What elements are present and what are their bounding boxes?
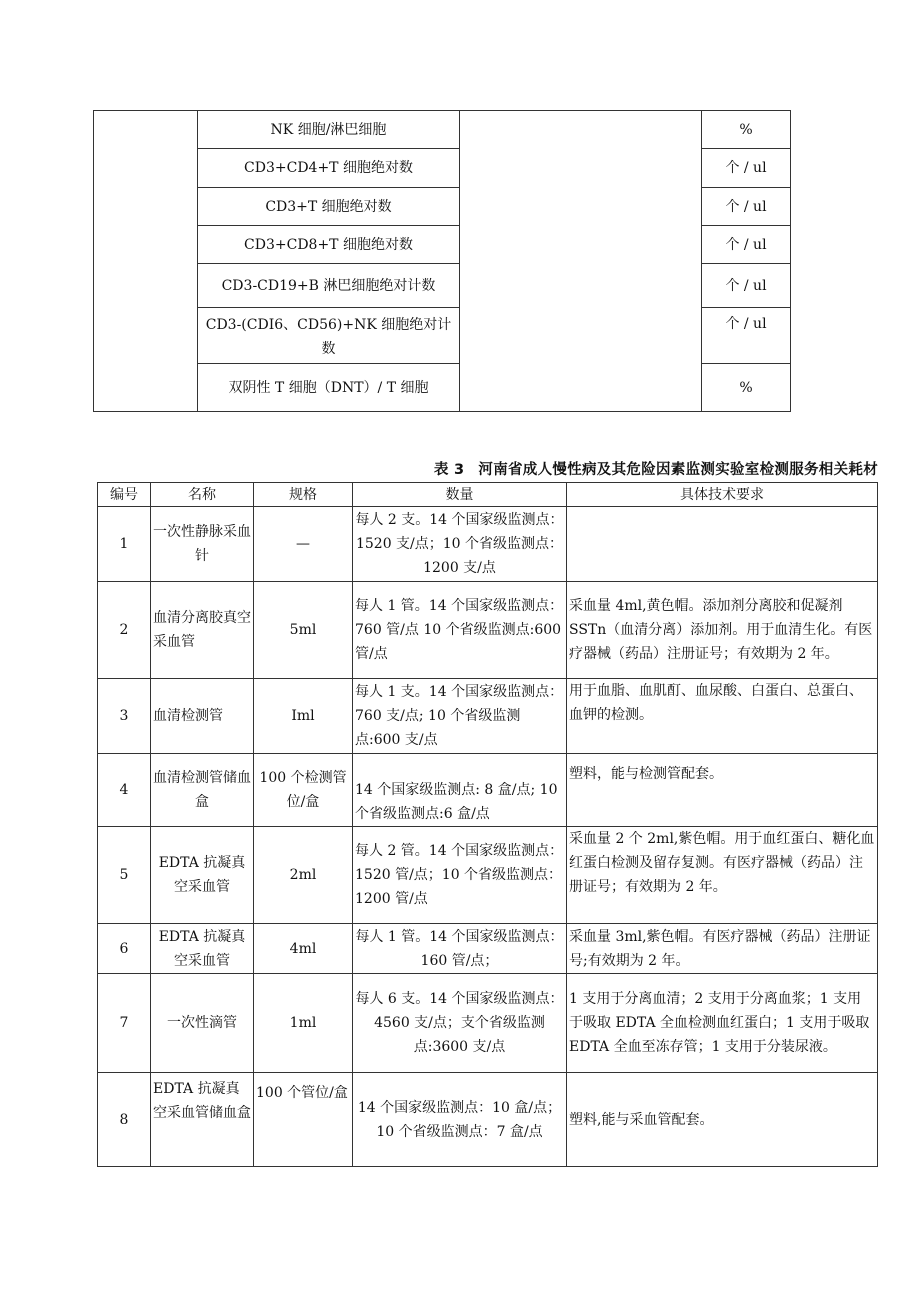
item-spec: —: [254, 507, 353, 582]
table-row: [98, 754, 878, 827]
indicator-name: 双阴性 T 细胞（DNT）/ T 细胞: [198, 364, 460, 412]
item-requirement: 采血量 2 个 2ml,紫色帽。用于血红蛋白、糖化血红蛋白检测及留存复测。有医疗器械（药品）注册证号；有效期为 2 年。: [567, 827, 878, 924]
table-caption: [434, 458, 878, 479]
indicator-name: CD3+CD4+T 细胞绝对数: [198, 149, 460, 188]
item-number: 3: [98, 679, 151, 754]
table-row: [94, 111, 791, 149]
item-number: 8: [98, 1073, 151, 1167]
column-header: 规格: [254, 483, 353, 507]
item-name: 一次性滴管: [151, 974, 254, 1073]
indicator-unit: 个 / ul: [702, 188, 791, 226]
item-name: EDTA 抗凝真空采血管: [151, 924, 254, 974]
item-requirement: 1 支用于分离血清；2 支用于分离血浆；1 支用于吸取 EDTA 全血检测血红蛋白；1 支用于吸取 EDTA 全血至冻存管；1 支用于分装尿液。: [567, 974, 878, 1073]
table-row: [98, 1073, 878, 1167]
table-row: [98, 924, 878, 974]
item-spec: 1ml: [254, 974, 353, 1073]
column-header: 数量: [353, 483, 567, 507]
item-name: EDTA 抗凝真空采血管: [151, 827, 254, 924]
item-name: EDTA 抗凝真空采血管储血盒: [151, 1073, 254, 1167]
column-header: 编号: [98, 483, 151, 507]
indicator-unit-table: [93, 110, 791, 412]
item-requirement: 用于血脂、血肌酊、血尿酸、白蛋白、总蛋白、血钾的检测。: [567, 679, 878, 754]
item-quantity: 每人 6 支。14 个国家级监测点：4560 支/点；支个省级监测点:3600 支/点: [353, 974, 567, 1073]
indicator-unit: %: [702, 364, 791, 412]
column-header: 名称: [151, 483, 254, 507]
item-number: 1: [98, 507, 151, 582]
table-row: [98, 827, 878, 924]
indicator-name: CD3+T 细胞绝对数: [198, 188, 460, 226]
table-row: [98, 679, 878, 754]
item-quantity: 每人 1 管。14 个国家级监测点：160 管/点；: [353, 924, 567, 974]
indicator-unit: 个 / ul: [702, 149, 791, 188]
table-caption-title: 河南省成人慢性病及其危险因素监测实验室检测服务相关耗材: [478, 462, 878, 478]
item-requirement: 塑料，能与检测管配套。: [567, 754, 878, 827]
table-caption-number: 表 3: [433, 462, 465, 478]
indicator-name: CD3-CD19+B 淋巴细胞绝对计数: [198, 264, 460, 308]
indicator-unit: 个 / ul: [702, 264, 791, 308]
item-number: 6: [98, 924, 151, 974]
table-row: [98, 507, 878, 582]
item-requirement: 采血量 4ml,黄色帽。添加剂分离胶和促凝剂 SSTn（血清分离）添加剂。用于血清生化。有医疗器械（药品）注册证号；有效期为 2 年。: [567, 582, 878, 679]
item-quantity: 14 个国家级监测点：10 盒/点；10 个省级监测点：7 盒/点: [353, 1073, 567, 1167]
item-spec: Iml: [254, 679, 353, 754]
item-spec: 4ml: [254, 924, 353, 974]
item-spec: 2ml: [254, 827, 353, 924]
item-spec: 100 个检测管位/盒: [254, 754, 353, 827]
item-quantity: 每人 1 支。14 个国家级监测点：760 支/点; 10 个省级监测点:600 支/点: [353, 679, 567, 754]
table-row: [98, 582, 878, 679]
item-quantity: 每人 1 管。14 个国家级监测点：760 管/点 10 个省级监测点:600 管/点: [353, 582, 567, 679]
indicator-unit: 个 / ul: [702, 226, 791, 264]
item-name: 血清检测管: [151, 679, 254, 754]
item-number: 7: [98, 974, 151, 1073]
indicator-name: CD3+CD8+T 细胞绝对数: [198, 226, 460, 264]
item-name: 一次性静脉采血针: [151, 507, 254, 582]
item-requirement: 采血量 3ml,紫色帽。有医疗器械（药品）注册证号;有效期为 2 年。: [567, 924, 878, 974]
item-quantity: 14 个国家级监测点: 8 盒/点; 10 个省级监测点:6 盒/点: [353, 754, 567, 827]
indicator-name: CD3-(CDI6、CD56)+NK 细胞绝对计数: [198, 308, 460, 364]
table-row: [98, 974, 878, 1073]
item-name: 血清检测管储血盒: [151, 754, 254, 827]
item-name: 血清分离胶真空采血管: [151, 582, 254, 679]
item-number: 4: [98, 754, 151, 827]
item-number: 5: [98, 827, 151, 924]
item-quantity: 每人 2 管。14 个国家级监测点：1520 管/点；10 个省级监测点：1200 管/点: [353, 827, 567, 924]
indicator-name: NK 细胞/淋巴细胞: [198, 111, 460, 149]
blank-category-cell: [94, 111, 198, 412]
header-row: [98, 483, 878, 507]
item-spec: 5ml: [254, 582, 353, 679]
item-requirement: 塑料,能与采血管配套。: [567, 1073, 878, 1167]
indicator-unit: 个 / ul: [702, 308, 791, 364]
item-quantity: 每人 2 支。14 个国家级监测点：1520 支/点；10 个省级监测点：1200 支/点: [353, 507, 567, 582]
item-requirement: [567, 507, 878, 582]
blank-method-cell: [460, 111, 702, 412]
consumables-table: [97, 482, 878, 1167]
column-header: 具体技术要求: [567, 483, 878, 507]
indicator-unit: %: [702, 111, 791, 149]
item-spec: 100 个管位/盒: [254, 1073, 353, 1167]
item-number: 2: [98, 582, 151, 679]
